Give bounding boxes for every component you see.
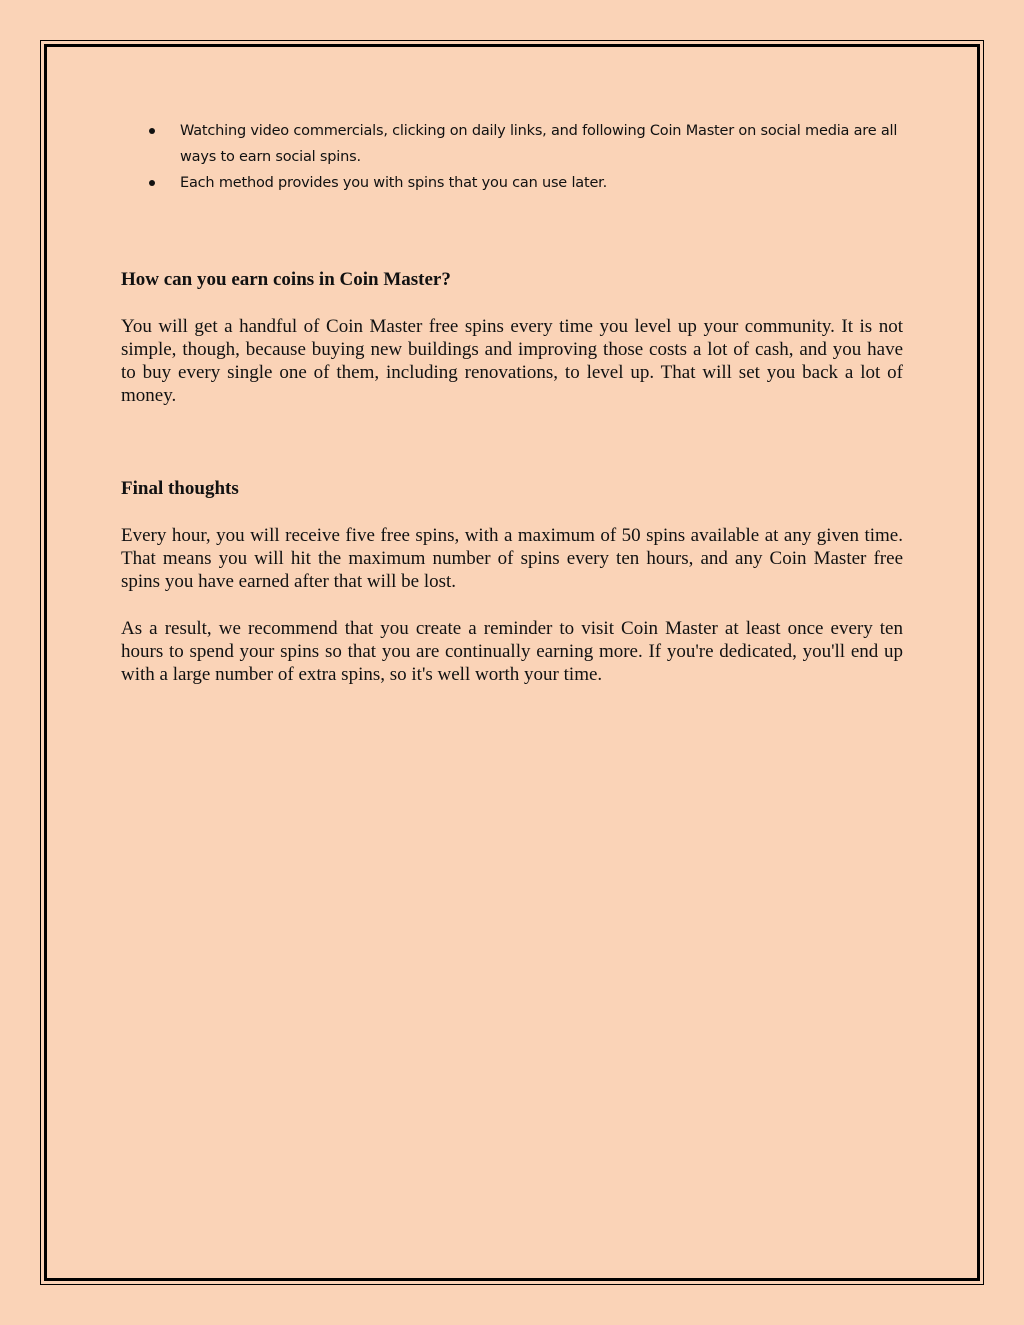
bullet-text: Watching video commercials, clicking on daily links, and following Coin Master on social media are all ways to earn social spins.	[180, 123, 898, 165]
bullet-dot-icon	[149, 128, 155, 134]
bullet-text: Each method provides you with spins that you can use later.	[180, 175, 608, 191]
paragraph: As a result, we recommend that you create a reminder to visit Coin Master at least once every ten hours to spend your spins so that you are continually earning more. If you're dedicated, you'll end up with a large number of extra spins, so it's well worth your time.	[121, 618, 903, 685]
bullet-list	[121, 118, 903, 196]
paragraph: You will get a handful of Coin Master free spins every time you level up your community. It is not simple, though, because buying new buildings and improving those costs a lot of cash, and you have to buy every single one of them, including renovations, to level up. That will set you back a lot of money.	[121, 316, 903, 406]
paragraph: Every hour, you will receive five free spins, with a maximum of 50 spins available at any given time. That means you will hit the maximum number of spins every ten hours, and any Coin Master free spins you have earned after that will be lost.	[121, 525, 903, 592]
bullet-item	[121, 118, 903, 170]
section-heading: Final thoughts	[121, 478, 239, 499]
section-heading: How can you earn coins in Coin Master?	[121, 269, 451, 290]
bullet-item	[121, 170, 903, 196]
bullet-dot-icon	[149, 180, 155, 186]
